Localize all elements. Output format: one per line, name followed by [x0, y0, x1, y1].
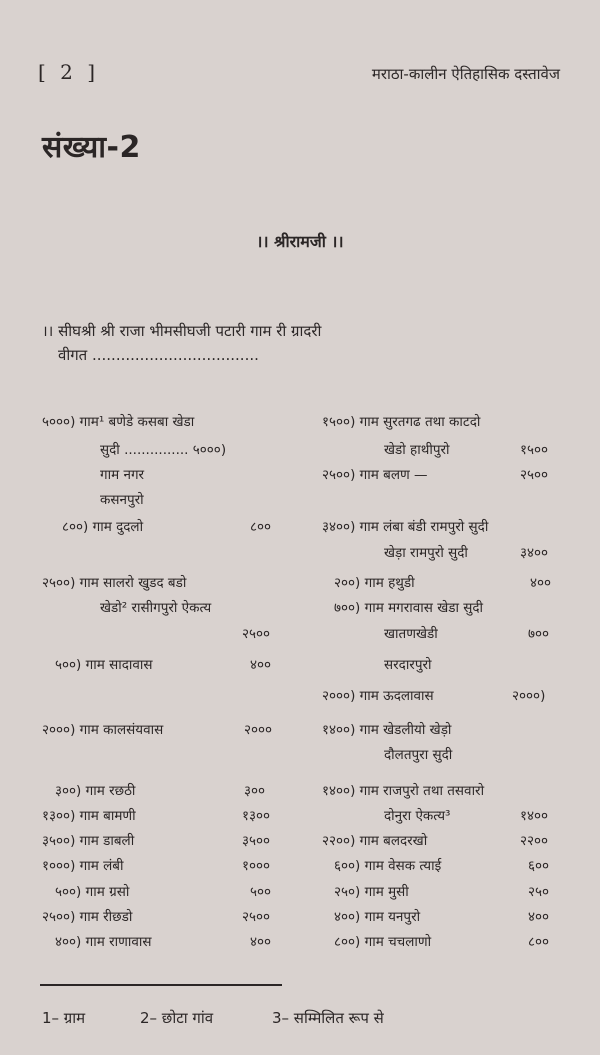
list-item: १४००) गाम राजपुरो तथा तसवारो	[322, 783, 485, 799]
intro-line-1: ।। सीघश्री श्री राजा भीमसीघजी पटारी गाम री ग्रादरी	[42, 322, 322, 340]
list-item: ४००) गाम राणावास	[55, 934, 152, 950]
list-item: ४००) गाम यनपुरो	[334, 909, 421, 925]
list-item-value: ३००	[244, 783, 266, 799]
list-item: खेड़ा रामपुरो सुदी	[384, 545, 468, 561]
list-item: ५००) गाम ग्रसो	[55, 884, 130, 900]
list-item-value: २०००)	[512, 688, 546, 704]
list-item-value: ६००	[528, 858, 550, 874]
list-item: दोनुरा ऐकत्य³	[384, 808, 451, 824]
list-item: ७००) गाम मगरावास खेडा सुदी	[334, 600, 484, 616]
list-item: सरदारपुरो	[384, 657, 432, 673]
list-item: ३५००) गाम डाबली	[42, 833, 135, 849]
list-item: दौलतपुरा सुदी	[384, 747, 453, 763]
list-item: २५०) गाम मुसी	[334, 884, 409, 900]
list-item-value: २५०	[528, 884, 550, 900]
list-item: १०००) गाम लंबी	[42, 858, 124, 874]
list-item: खेडो² रासीगपुरो ऐकत्य	[100, 600, 212, 616]
list-item-value: २०००	[244, 722, 273, 738]
list-item-value: ५००	[250, 884, 272, 900]
footnote-3: 3– सम्मिलित रूप से	[272, 1009, 384, 1027]
list-item: २५००) गाम सालरो खुडद बडो	[42, 575, 187, 591]
list-item-value: १५००	[520, 442, 549, 458]
list-item-value: ७००	[528, 626, 550, 642]
list-item: खेडो हाथीपुरो	[384, 442, 450, 458]
list-item: २५००) गाम रीछडो	[42, 909, 133, 925]
list-item: १५००) गाम सुरतगढ तथा काटदो	[322, 414, 481, 430]
list-item-value: १३००	[242, 808, 271, 824]
list-item-value: २५००	[520, 467, 549, 483]
list-item: २२००) गाम बलदरखो	[322, 833, 428, 849]
list-item: १३००) गाम बामणी	[42, 808, 136, 824]
list-item: ८००) गाम चचलाणो	[334, 934, 432, 950]
list-item: ३००) गाम रछठी	[55, 783, 136, 799]
list-item-value: २५००	[242, 909, 271, 925]
list-item-value: ३४००	[520, 545, 549, 561]
list-item: गाम नगर	[100, 467, 145, 483]
list-item: ५०००) गाम¹ बणेडे कसबा खेडा	[42, 414, 195, 430]
list-item: ५००) गाम सादावास	[55, 657, 153, 673]
list-item: ३४००) गाम लंबा बंडी रामपुरो सुदी	[322, 519, 489, 535]
list-item: १४००) गाम खेडलीयो खेड़ो	[322, 722, 452, 738]
list-item: २५००) गाम बलण —	[322, 467, 428, 483]
list-item-value: ८००	[250, 519, 272, 535]
list-item-value: ४००	[250, 657, 272, 673]
footnote-divider	[40, 984, 282, 986]
list-item-value: २५००	[242, 626, 271, 642]
list-item-value: ४००	[250, 934, 272, 950]
list-item: कसनपुरो	[100, 492, 144, 508]
list-item-value: २२००	[520, 833, 549, 849]
list-item: खातणखेडी	[384, 626, 438, 642]
list-item-value: ४००	[528, 909, 550, 925]
list-item: २०००) गाम कालसंयवास	[42, 722, 164, 738]
footnote-2: 2– छोटा गांव	[140, 1009, 214, 1027]
list-item: ८००) गाम दुदलो	[62, 519, 144, 535]
footnote-1: 1– ग्राम	[42, 1009, 86, 1027]
list-item-value: ४००	[530, 575, 552, 591]
list-item-value: ३५००	[242, 833, 271, 849]
list-item: २००) गाम हथुडी	[334, 575, 415, 591]
list-item: ६००) गाम वेसक त्याई	[334, 858, 442, 874]
list-item-value: ८००	[528, 934, 550, 950]
invocation: ।। श्रीरामजी ।।	[256, 232, 344, 251]
intro-line-2: वीगत ...................................	[58, 346, 259, 364]
list-item-value: १४००	[520, 808, 549, 824]
page-number: [ 2 ]	[38, 60, 100, 84]
running-title: मराठा-कालीन ऐतिहासिक दस्तावेज	[371, 65, 560, 83]
page-title: संख्या-2	[42, 130, 141, 165]
list-item-value: १०००	[242, 858, 271, 874]
list-item: २०००) गाम ऊदलावास	[322, 688, 434, 704]
list-item: सुदी ............... ५०००)	[100, 442, 227, 458]
